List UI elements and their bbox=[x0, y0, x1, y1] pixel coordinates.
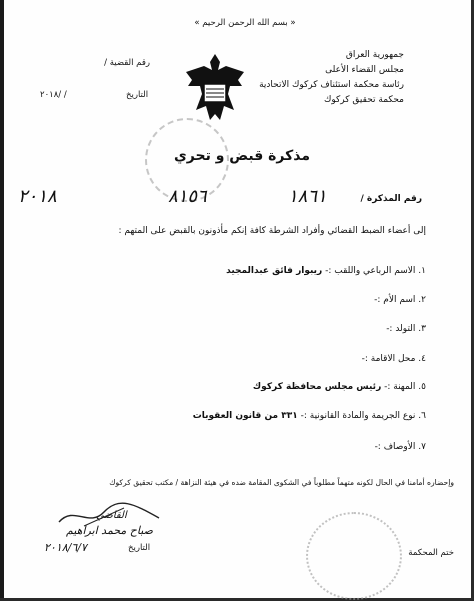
field-value: ٣٣١ من قانون العقوبات bbox=[192, 411, 298, 421]
field-label: محل الاقامة :- bbox=[361, 354, 416, 364]
field-number: ٢. bbox=[418, 295, 426, 305]
signature-date-value: ٢٠١٨/٦/٧ bbox=[44, 541, 87, 554]
field-label: نوع الجريمة والمادة القانونية :- bbox=[300, 411, 416, 421]
field-number: ١. bbox=[418, 266, 426, 276]
header-line-4: محكمة تحقيق كركوك bbox=[323, 95, 404, 105]
address-line: إلى أعضاء الضبط القضائي وأفراد الشرطة كافة إنكم مأذونون بالقبض على المتهم : bbox=[118, 226, 426, 236]
court-seal-label: ختم المحكمة bbox=[408, 548, 454, 558]
field-label: اسم الأم :- bbox=[374, 295, 416, 305]
memo-year: ٢٠١٨ bbox=[18, 186, 57, 207]
top-date-label: التاريخ bbox=[126, 90, 149, 100]
field-number: ٧. bbox=[418, 442, 426, 452]
field-row-crime-article bbox=[193, 411, 426, 421]
field-number: ٦. bbox=[418, 411, 426, 421]
basmala: « بسم الله الرحمن الرحيم » bbox=[194, 18, 296, 28]
field-number: ٤. bbox=[418, 354, 426, 364]
judge-title: القاضي bbox=[96, 510, 127, 521]
header-line-3: رئاسة محكمة استئناف كركوك الاتحادية bbox=[259, 80, 404, 90]
memo-number: ١٨٦١ bbox=[288, 186, 327, 207]
field-label: التولد :- bbox=[386, 324, 416, 334]
field-row-birth bbox=[386, 324, 426, 334]
field-row-full-name bbox=[226, 266, 426, 276]
top-date-value: / /٢٠١٨ bbox=[40, 90, 67, 100]
top-date-row bbox=[40, 90, 170, 104]
field-row-mother-name bbox=[374, 295, 426, 305]
field-label: الاسم الرباعي واللقب :- bbox=[325, 266, 416, 276]
field-row-residence bbox=[362, 354, 426, 364]
signature-date-label: التاريخ bbox=[128, 543, 151, 553]
field-number: ٥. bbox=[418, 382, 426, 392]
iraq-eagle-emblem-icon bbox=[182, 50, 248, 126]
field-row-profession bbox=[253, 382, 426, 392]
memo-reference: ٨١٥٦ bbox=[168, 186, 207, 207]
handwritten-signature bbox=[54, 500, 164, 530]
field-label: الأوصاف :- bbox=[374, 442, 416, 452]
judge-name: صباح محمد ابراهيم bbox=[66, 524, 153, 537]
closing-line: وإحضاره أمامنا في الحال لكونه متهماً مطلوباً في الشكوى المقامة ضده في هيئة النزاهة / مكتب تحقيق كركوك bbox=[109, 478, 454, 487]
page-border-left bbox=[0, 0, 4, 601]
header-line-2: مجلس القضاء الأعلى bbox=[325, 65, 404, 75]
field-value: رئيس مجلس محافظة كركوك bbox=[252, 382, 382, 392]
signature-date-row bbox=[44, 543, 174, 557]
field-value: ريبوار فائق عبدالمجيد bbox=[226, 266, 323, 276]
field-row-description bbox=[375, 442, 426, 452]
header-line-1: جمهورية العراق bbox=[345, 50, 404, 60]
field-number: ٣. bbox=[418, 324, 426, 334]
court-seal-stamp bbox=[306, 512, 402, 600]
memo-number-label: رقم المذكرة / bbox=[360, 194, 422, 204]
page-title: مذكرة قبض و تحري bbox=[173, 148, 310, 164]
field-label: المهنة :- bbox=[384, 382, 416, 392]
case-number-label: رقم القضية / bbox=[104, 58, 150, 68]
